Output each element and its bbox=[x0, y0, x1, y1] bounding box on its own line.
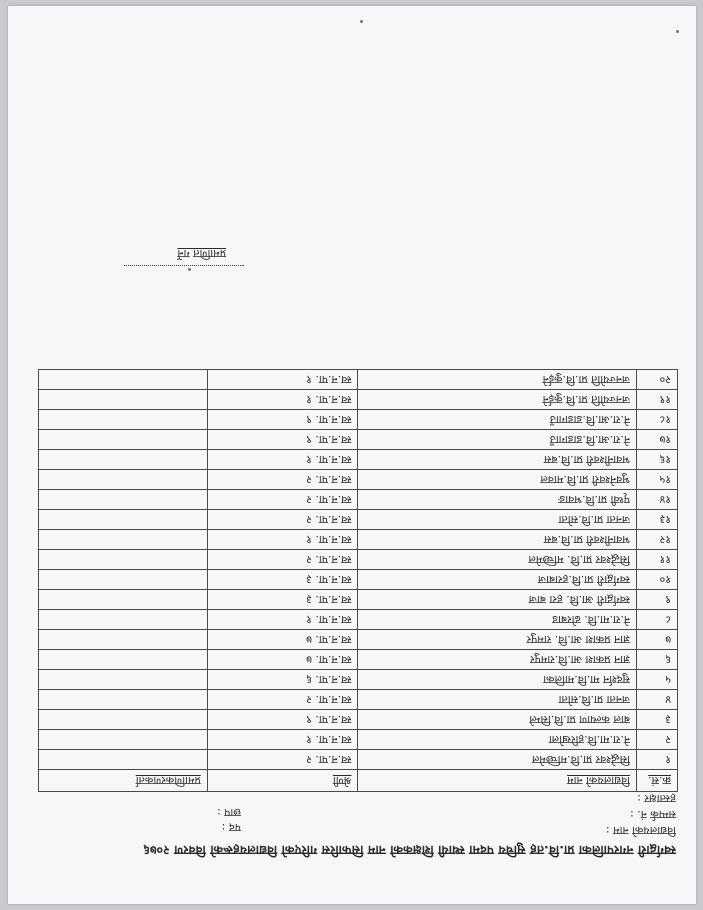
table-row bbox=[39, 570, 678, 590]
row-school-name: जनज्योति प्रा.वि.कुईने bbox=[358, 390, 637, 410]
row-category: स्व.न.पा. २ bbox=[207, 470, 358, 490]
row-category: स्व.न.पा. २ bbox=[207, 750, 358, 770]
row-school-name: स्वर्गद्वारी आ.वि. हरा बाज bbox=[358, 590, 637, 610]
row-verifier bbox=[39, 490, 208, 510]
row-verifier bbox=[39, 390, 208, 410]
row-category: स्व.न.पा. १ bbox=[207, 450, 358, 470]
document-title: स्वर्गद्वारी नगरपालिका प्रा.वि.तह सुचिय पदमा स्थायी शिक्षकको नाम सिफारिस गरिएको विद्यालयहरूको विवरण २०७६ bbox=[143, 843, 676, 858]
table-row bbox=[39, 550, 678, 570]
row-verifier bbox=[39, 650, 208, 670]
rotated-document bbox=[8, 6, 696, 904]
row-school-name: सिद्धेश्वर प्रा.वि. मच्छिमेल bbox=[358, 550, 637, 570]
row-serial: १४ bbox=[637, 490, 678, 510]
row-verifier bbox=[39, 450, 208, 470]
row-serial: १ bbox=[637, 750, 678, 770]
row-school-name: जनता प्रा.वि.सोता bbox=[358, 510, 637, 530]
row-verifier bbox=[39, 690, 208, 710]
table-row bbox=[39, 390, 678, 410]
row-school-name: भवानीश्वरी प्रा.वि.बस bbox=[358, 530, 637, 550]
verifier-signature-label: प्रमाणित गर्ने bbox=[177, 247, 226, 260]
row-serial: ६ bbox=[637, 650, 678, 670]
table-row bbox=[39, 730, 678, 750]
signature-field: हस्ताक्षर : bbox=[637, 792, 676, 805]
row-category: स्व.न.पा. १ bbox=[207, 370, 358, 390]
row-serial: ७ bbox=[637, 630, 678, 650]
row-category: स्व.न.पा. १ bbox=[207, 610, 358, 630]
table-row bbox=[39, 370, 678, 390]
table-row bbox=[39, 430, 678, 450]
row-serial: ११ bbox=[637, 550, 678, 570]
row-school-name: स्वर्गद्वारी प्रा.वि.हराबाज bbox=[358, 570, 637, 590]
scanned-page bbox=[8, 6, 696, 904]
table-row bbox=[39, 650, 678, 670]
table-row bbox=[39, 410, 678, 430]
row-verifier bbox=[39, 750, 208, 770]
row-verifier bbox=[39, 670, 208, 690]
row-serial: १३ bbox=[637, 510, 678, 530]
row-serial: १२ bbox=[637, 530, 678, 550]
row-verifier bbox=[39, 570, 208, 590]
row-serial: ८ bbox=[637, 610, 678, 630]
row-school-name: जनता प्रा.वि.सोता bbox=[358, 690, 637, 710]
row-category: स्व.न.पा. ९ bbox=[207, 430, 358, 450]
row-verifier bbox=[39, 430, 208, 450]
table-row bbox=[39, 590, 678, 610]
table-row bbox=[39, 690, 678, 710]
row-category: स्व.न.पा. १ bbox=[207, 530, 358, 550]
row-serial: १० bbox=[637, 570, 678, 590]
row-verifier bbox=[39, 610, 208, 630]
scan-speck bbox=[676, 30, 679, 33]
row-school-name: बाल कल्याण प्रा.वि.सिम्ले bbox=[358, 710, 637, 730]
table-row bbox=[39, 530, 678, 550]
row-school-name: ज्ञान प्रकाश आ.वि.रामपुर bbox=[358, 650, 637, 670]
row-category: स्व.न.पा. ३ bbox=[207, 570, 358, 590]
row-school-name: भवानीश्वरी प्रा.वि.बस bbox=[358, 450, 637, 470]
row-serial: ५ bbox=[637, 670, 678, 690]
scan-speck bbox=[360, 20, 363, 23]
row-school-name: भुवनेश्वरी प्रा.वि.मावल bbox=[358, 470, 637, 490]
row-school-name: जनज्योति प्रा.वि.कुईने bbox=[358, 370, 637, 390]
row-verifier bbox=[39, 710, 208, 730]
row-serial: १८ bbox=[637, 410, 678, 430]
row-verifier bbox=[39, 590, 208, 610]
table-row bbox=[39, 470, 678, 490]
phone-field: सम्पर्क नं. : bbox=[630, 808, 676, 821]
row-school-name: ने.रा.मा.वि. ढोरबाड bbox=[358, 610, 637, 630]
row-category: स्व.न.पा. २ bbox=[207, 550, 358, 570]
row-school-name: सुदर्शन मा.वि.मालिका bbox=[358, 670, 637, 690]
row-serial: ९ bbox=[637, 590, 678, 610]
row-school-name: ने.रा.आ.वि.डाडागाउँ bbox=[358, 430, 637, 450]
header-school-name: विद्यालयको नाम bbox=[358, 770, 637, 792]
row-category: स्व.न.पा. २ bbox=[207, 490, 358, 510]
row-category: स्व.न.पा. ६ bbox=[207, 670, 358, 690]
row-school-name: ने.रा.आ.वि.डाडागाउँ bbox=[358, 410, 637, 430]
table-row bbox=[39, 510, 678, 530]
row-serial: १७ bbox=[637, 430, 678, 450]
row-verifier bbox=[39, 730, 208, 750]
header-verifier: प्रमाणिकरणकर्ता bbox=[39, 770, 208, 792]
table-row bbox=[39, 710, 678, 730]
school-name-field: विद्यालयको नाम : bbox=[605, 824, 676, 837]
school-list-table bbox=[38, 369, 678, 792]
row-verifier bbox=[39, 510, 208, 530]
row-school-name: ने.रा.मा.वि.हरिखोला bbox=[358, 730, 637, 750]
row-category: स्व.न.पा. २ bbox=[207, 690, 358, 710]
row-category: स्व.न.पा. १ bbox=[207, 390, 358, 410]
row-verifier bbox=[39, 550, 208, 570]
row-verifier bbox=[39, 470, 208, 490]
row-verifier bbox=[39, 370, 208, 390]
table-row bbox=[39, 610, 678, 630]
scan-speck bbox=[188, 268, 191, 271]
row-verifier bbox=[39, 410, 208, 430]
row-category: स्व.न.पा. ७ bbox=[207, 650, 358, 670]
header-serial: क्र.सं. bbox=[637, 770, 678, 792]
table-row bbox=[39, 750, 678, 770]
row-serial: २० bbox=[637, 370, 678, 390]
row-serial: १९ bbox=[637, 390, 678, 410]
row-school-name: सिद्धेश्वर प्रा.वि.मच्छिमेल bbox=[358, 750, 637, 770]
row-category: स्व.न.पा. २ bbox=[207, 510, 358, 530]
table-row bbox=[39, 490, 678, 510]
row-category: स्व.न.पा. ७ bbox=[207, 630, 358, 650]
table-row bbox=[39, 670, 678, 690]
post-field: पद : bbox=[221, 821, 241, 834]
row-serial: २ bbox=[637, 730, 678, 750]
table-body bbox=[39, 370, 678, 770]
row-serial: १६ bbox=[637, 450, 678, 470]
row-category: स्व.न.पा. ९ bbox=[207, 410, 358, 430]
row-school-name: ज्ञान प्रकाश आ.वि. रामपुर bbox=[358, 630, 637, 650]
row-serial: १५ bbox=[637, 470, 678, 490]
row-serial: ३ bbox=[637, 710, 678, 730]
row-verifier bbox=[39, 630, 208, 650]
table-header-row bbox=[39, 770, 678, 792]
seal-field: छाप : bbox=[216, 806, 241, 819]
header-category: श्रेणी bbox=[207, 770, 358, 792]
row-serial: ४ bbox=[637, 690, 678, 710]
row-verifier bbox=[39, 530, 208, 550]
row-school-name: पृथ्वी प्रा.वि.भवाङ bbox=[358, 490, 637, 510]
row-category: स्व.न.पा. ३ bbox=[207, 590, 358, 610]
row-category: स्व.न.पा. १ bbox=[207, 730, 358, 750]
signature-line bbox=[124, 265, 244, 266]
table-row bbox=[39, 630, 678, 650]
row-category: स्व.न.पा. ९ bbox=[207, 710, 358, 730]
table-row bbox=[39, 450, 678, 470]
